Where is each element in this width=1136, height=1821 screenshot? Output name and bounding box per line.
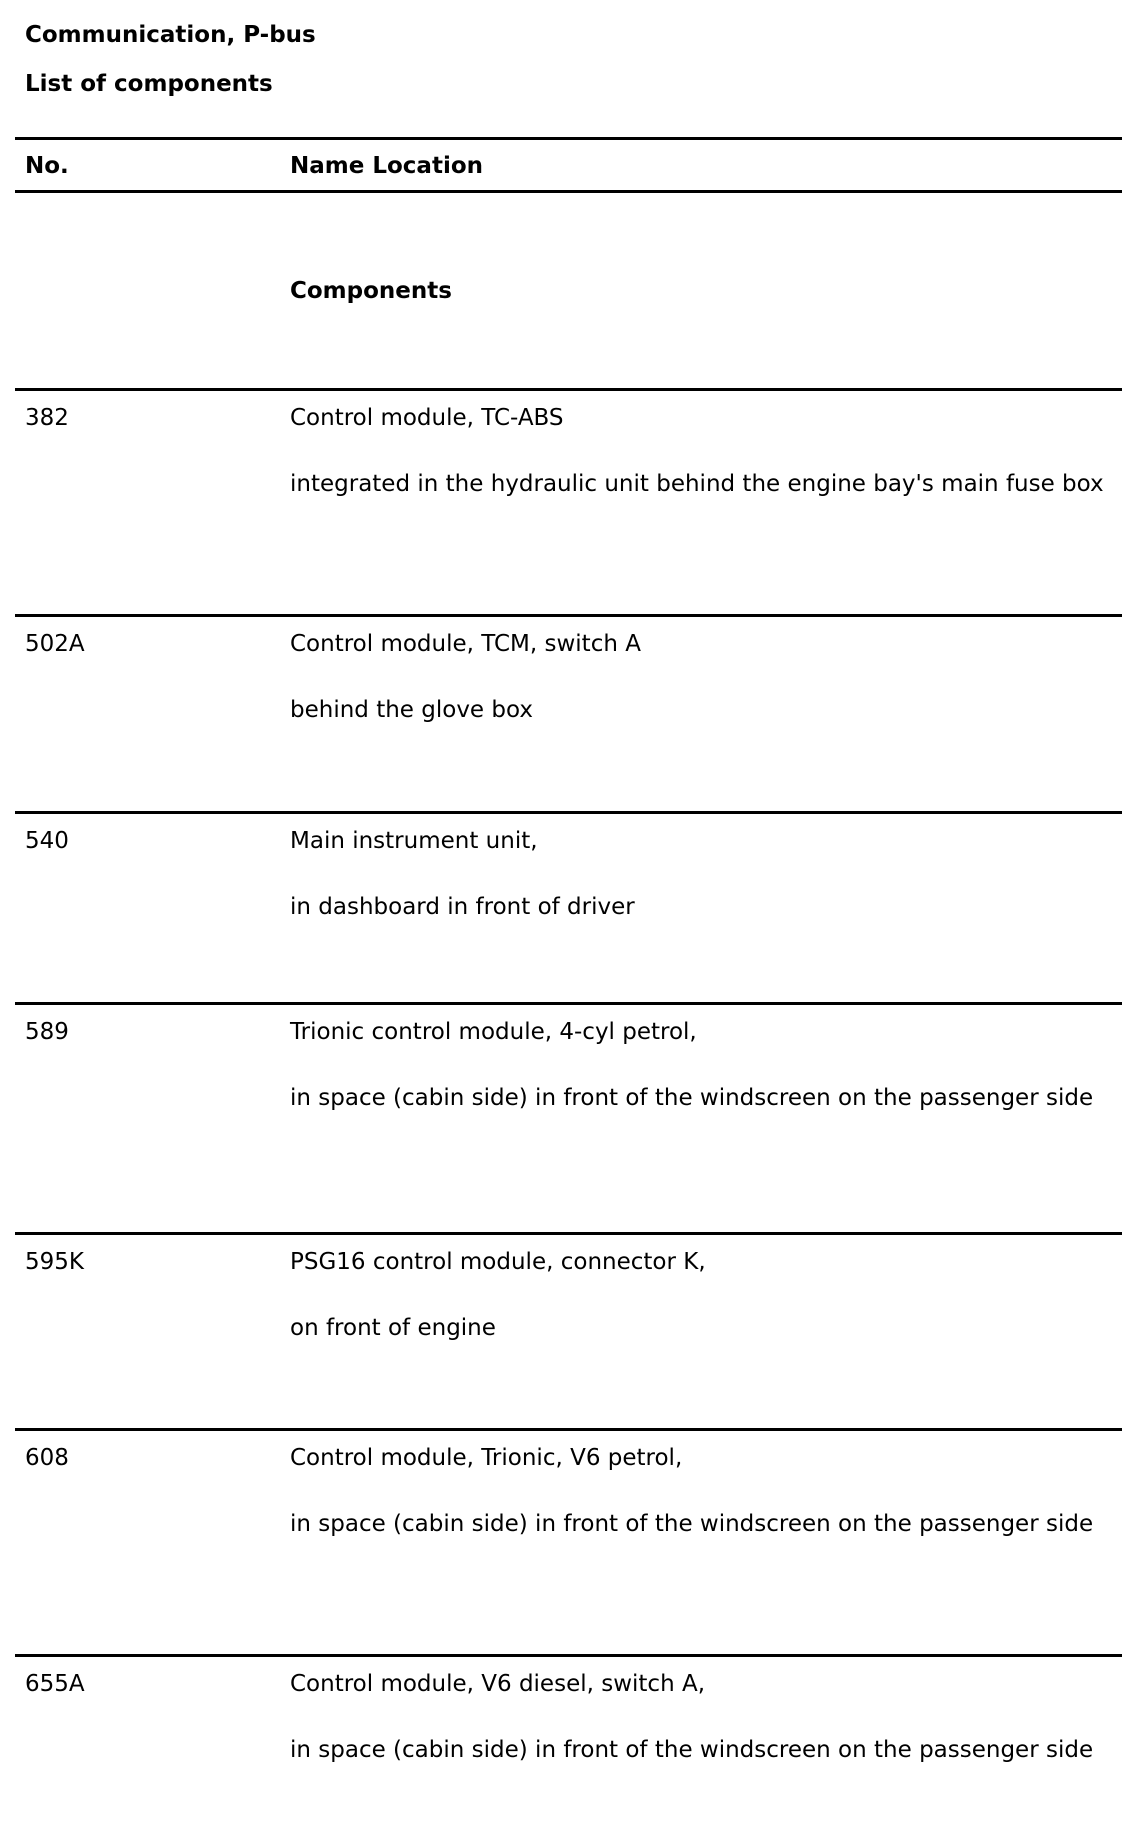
section-heading: Components (290, 278, 452, 304)
component-name: Control module, V6 diesel, switch A, (290, 1671, 706, 1697)
component-number: 655A (25, 1671, 85, 1697)
component-name: Control module, TC-ABS (290, 405, 564, 431)
page-subtitle: List of components (25, 71, 273, 97)
header-name-location: Name Location (290, 153, 484, 179)
component-location: integrated in the hydraulic unit behind the engine bay's main fuse box (290, 471, 1104, 497)
component-name: Control module, TCM, switch A (290, 631, 641, 657)
component-number: 589 (25, 1019, 69, 1045)
table-row (15, 388, 1122, 617)
component-name: Control module, Trionic, V6 petrol, (290, 1445, 683, 1471)
table-row (15, 1002, 1122, 1235)
header-bottom-rule (15, 190, 1122, 193)
table-top-rule (15, 137, 1122, 140)
page-title: Communication, P-bus (25, 22, 316, 48)
component-location: behind the glove box (290, 697, 533, 723)
table-row (15, 1654, 1122, 1821)
component-number: 540 (25, 828, 69, 854)
table-row (15, 811, 1122, 1005)
component-name: Main instrument unit, (290, 828, 538, 854)
component-location: in space (cabin side) in front of the windscreen on the passenger side (290, 1085, 1094, 1111)
component-number: 382 (25, 405, 69, 431)
component-number: 502A (25, 631, 85, 657)
component-name: PSG16 control module, connector K, (290, 1249, 706, 1275)
table-row (15, 614, 1122, 814)
component-number: 595K (25, 1249, 84, 1275)
header-no: No. (25, 153, 69, 179)
component-number: 608 (25, 1445, 69, 1471)
component-location: on front of engine (290, 1315, 496, 1341)
component-location: in space (cabin side) in front of the windscreen on the passenger side (290, 1511, 1094, 1537)
table-row (15, 1428, 1122, 1657)
component-location: in space (cabin side) in front of the windscreen on the passenger side (290, 1737, 1094, 1763)
table-row (15, 1232, 1122, 1431)
component-location: in dashboard in front of driver (290, 894, 635, 920)
component-name: Trionic control module, 4-cyl petrol, (290, 1019, 697, 1045)
